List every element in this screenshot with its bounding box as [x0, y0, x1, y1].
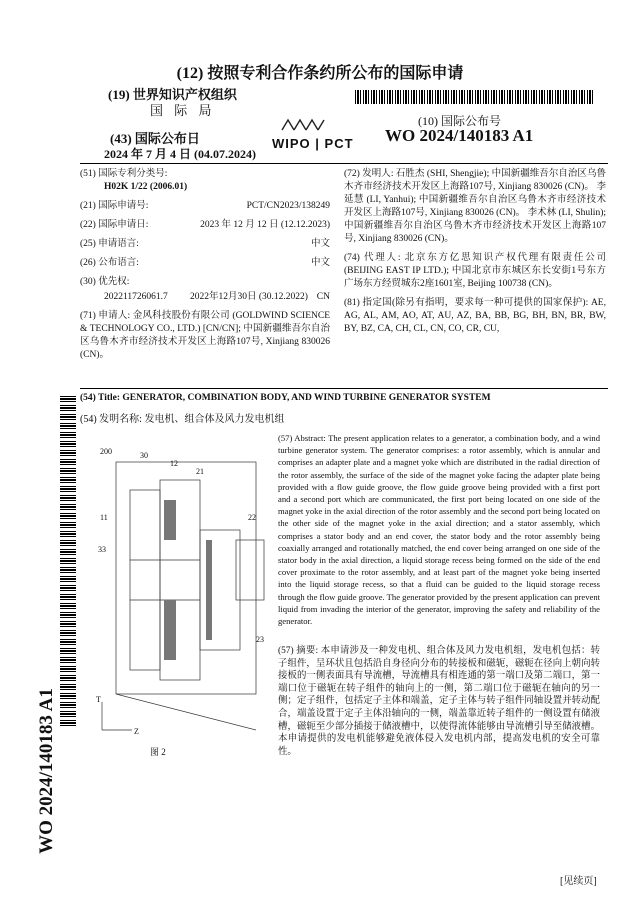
designated-states: (81) 指定国(除另有指明，要求每一种可提供的国家保护): AE, AG, AL, AM, AO, AT, AU, AZ, BA, BB, BG, BH, BN, BR, BW, BY, BZ, CA, CH, CL, CN, CO, CR, CU,	[344, 298, 606, 334]
figure-label: T	[96, 695, 101, 704]
figure-label: 12	[170, 459, 178, 468]
barcode-icon	[60, 396, 76, 726]
abstract-english: (57) Abstract: The present application relates to a generator, a combination body, and a wind turbine generator system. The generator comprises: a rotor assembly, which is annular and comprises an adapter plate and a magnet yoke which are distributed in the radial direction of the rotor assembly, the surface of the side of the magnet yoke facing the adapter plate being provided with a flow guide groove, the flow guide groove being provided with a first port and a second port which are communicated, the first port being located on one side of the magnet yoke in the axial direction of the rotor assembly and the second port being located on the other side of the magnet yoke in the axial direction; and a stator assembly, which comprises a stator body and an end cover, the stator body and the rotor assembly being coaxially arranged and rotationally matched, the end cover being arranged on one side of the stator body in the axial direction, a liquid storage recess being formed on the side of the end cover proximate to the rotor assembly, and at least part of the magnet yoke being inserted into the liquid storage recess, so that a fluid can be guided to the liquid storage recess through the flow guide groove. The generator provided by the present application can prevent liquid from invading the interior of the generator, improving the safety and reliability of the generator.	[278, 433, 601, 627]
figure-label: 22	[248, 513, 256, 522]
application-number: PCT/CN2023/138249	[246, 201, 330, 211]
ipc-label: (51) 国际专利分类号:	[80, 169, 168, 179]
priority-number: 202211726061.7	[104, 292, 168, 302]
figure-label: 21	[196, 467, 204, 476]
figure-2-drawing	[96, 440, 272, 740]
ipc-value: H02K 1/22 (2006.01)	[104, 182, 188, 192]
figure-label: Z	[134, 727, 139, 736]
bibliographic-right	[344, 168, 606, 336]
title-english: (54) Title: GENERATOR, COMBINATION BODY, AND WIND TURBINE GENERATOR SYSTEM	[80, 393, 491, 403]
applicant: (71) 申请人: 金风科技股份有限公司 (GOLDWIND SCIENCE & TECHNOLOGY CO., LTD.) [CN/CN]; 中国新疆维吾尔自治区乌鲁木齐市经济技术开发区上海路107号, Xinjiang 830026 (CN)。	[80, 311, 330, 360]
wipo-logo-icon	[280, 118, 328, 132]
wipo-pct-label: WIPO | PCT	[272, 136, 354, 151]
divider	[80, 163, 608, 164]
organization-bureau: 国 际 局	[150, 103, 216, 118]
publication-number-label: (10) 国际公布号	[418, 114, 501, 128]
filing-date: 2023 年 12 月 12 日 (12.12.2023)	[200, 220, 330, 230]
figure-caption: 图 2	[150, 747, 166, 757]
figure-label: 23	[256, 635, 264, 644]
figure-label: 33	[98, 545, 106, 554]
organization-name: (19) 世界知识产权组织	[108, 87, 237, 102]
continued-note: [见续页]	[560, 876, 597, 887]
agent: (74) 代理人: 北京东方亿思知识产权代理有限责任公司 (BEIJING EAST IP LTD.); 中国北京市东城区东长安街1号东方广场东方经贸城东2座1601室, Beijing 100738 (CN)。	[344, 253, 606, 289]
figure-label: 200	[100, 447, 112, 456]
divider	[80, 388, 608, 389]
filing-language: 中文	[310, 239, 330, 249]
barcode-icon	[355, 90, 595, 104]
side-publication-number: WO 2024/140183 A1	[36, 688, 57, 854]
publication-language-label: (26) 公布语言:	[80, 258, 139, 268]
filing-language-label: (25) 申请语言:	[80, 239, 139, 249]
figure-label: 11	[100, 513, 108, 522]
publication-date-label: (43) 国际公布日	[110, 131, 200, 146]
priority-label: (30) 优先权:	[80, 277, 130, 287]
priority-country: CN	[316, 292, 330, 302]
application-number-label: (21) 国际申请号:	[80, 201, 149, 211]
bibliographic-left	[80, 168, 330, 362]
document-title: (12) 按照专利合作条约所公布的国际申请	[176, 65, 464, 82]
publication-number: WO 2024/140183 A1	[385, 126, 534, 145]
figure-label: 30	[140, 451, 148, 460]
filing-date-label: (22) 国际申请日:	[80, 220, 149, 230]
publication-language: 中文	[310, 258, 330, 268]
inventors: (72) 发明人: 石胜杰 (SHI, Shengjie); 中国新疆维吾尔自治区乌鲁木齐市经济技术开发区上海路107号, Xinjiang 830026 (CN)。 李延慧 (LI, Yanhui); 中国新疆维吾尔自治区乌鲁木齐市经济技术开发区上海路107号, Xinjiang 830026 (CN)。 李术林 (LI, Shulin); 中国新疆维吾尔自治区乌鲁木齐市经济技术开发区上海路107号, Xinjiang 830026 (CN)。	[344, 169, 606, 244]
priority-date: 2022年12月30日 (30.12.2022)	[190, 292, 308, 302]
title-chinese: (54) 发明名称: 发电机、组合体及风力发电机组	[80, 414, 285, 425]
publication-date: 2024 年 7 月 4 日 (04.07.2024)	[104, 147, 256, 161]
abstract-chinese: (57) 摘要: 本申请涉及一种发电机、组合体及风力发电机组，发电机包括：转子组件，呈环状且包括沿自身径向分布的转接板和磁轭，磁轭在径向上朝向转接板的一侧表面具有导流槽，导流槽具有相连通的第一端口及第二端口，第一端口位于磁轭在转子组件的轴向上的一侧，第二端口位于磁轭在轴向的另一侧；定子组件，包括定子主体和端盖，定子主体与转子组件同轴设置并转动配合，端盖设置于定子主体沿轴向的一侧，端盖靠近转子组件的一侧设置有储液槽，磁轭至少部分插接于储液槽中，以使得流体能够由导流槽引导至储液槽。本申请提供的发电机能够避免液体侵入发电机内部，提高发电机的安全可靠性。	[278, 646, 600, 757]
